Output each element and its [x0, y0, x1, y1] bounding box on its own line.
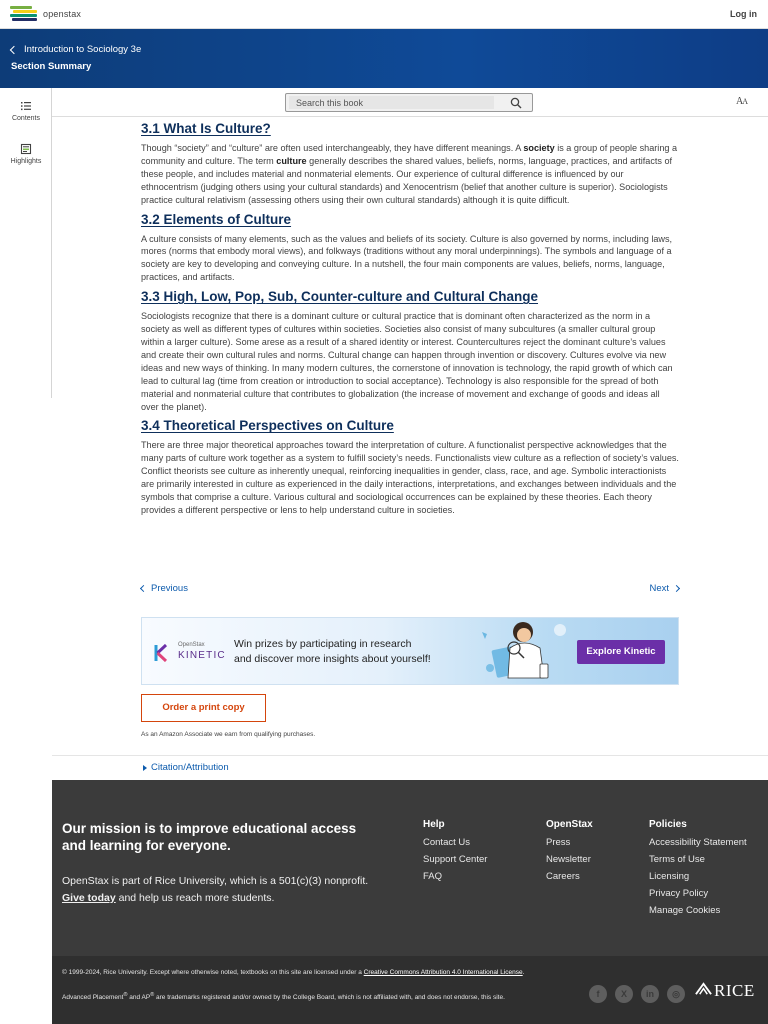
summary-section: [141, 288, 679, 413]
footer: [52, 780, 768, 1024]
footer-link-press[interactable]: Press: [546, 837, 571, 848]
footer-link-manage-cookies[interactable]: Manage Cookies: [649, 905, 721, 916]
license-link[interactable]: Creative Commons Attribution 4.0 International License: [363, 969, 523, 976]
footer-link-faq[interactable]: FAQ: [423, 871, 443, 882]
explore-kinetic-button[interactable]: Explore Kinetic: [577, 640, 665, 664]
give-today-link[interactable]: Give today: [62, 892, 116, 904]
footer-openstax-column: [546, 819, 593, 885]
logo-text: openstax: [43, 9, 82, 19]
search-box: [285, 93, 533, 112]
banner-line-2: and discover more insights about yourself!: [234, 653, 431, 665]
toolbar: [52, 88, 768, 117]
divider: [52, 755, 768, 756]
footer-legal-bar: [52, 956, 768, 1024]
footer-link-licensing[interactable]: Licensing: [649, 871, 690, 882]
footer-link-contact-us[interactable]: Contact Us: [423, 837, 470, 848]
book-title-link[interactable]: [11, 44, 141, 55]
footer-help-title: Help: [423, 819, 445, 830]
rice-owl-icon: [695, 981, 712, 998]
kinetic-brand-big: KINETIC: [178, 650, 226, 661]
footer-link-privacy[interactable]: Privacy Policy: [649, 888, 709, 899]
kinetic-logo: [154, 642, 224, 664]
section-summary-content: [141, 120, 679, 521]
facebook-icon[interactable]: f: [589, 985, 607, 1003]
chevron-left-icon: [140, 585, 147, 592]
login-link[interactable]: Log in: [730, 9, 757, 19]
mission-statement: Our mission is to improve educational access and learning for everyone.: [62, 821, 357, 853]
chevron-right-icon: [673, 585, 680, 592]
citation-label: Citation/Attribution: [151, 762, 229, 773]
search-icon[interactable]: [510, 97, 522, 109]
citation-attribution-toggle[interactable]: [143, 762, 229, 773]
key-term: society: [523, 143, 555, 153]
rice-wordmark: RICE: [714, 981, 755, 1000]
highlights-button[interactable]: [0, 143, 52, 165]
book-header: [0, 29, 768, 88]
order-print-copy-button[interactable]: Order a print copy: [141, 694, 266, 722]
footer-help-column: [423, 819, 487, 885]
chevron-left-icon: [10, 45, 18, 53]
section-title: Section Summary: [11, 61, 92, 72]
previous-label: Previous: [151, 583, 188, 594]
summary-section: [141, 417, 679, 516]
summary-section: [141, 211, 679, 285]
contents-label: Contents: [11, 115, 41, 122]
footer-openstax-title: OpenStax: [546, 819, 593, 830]
footer-policies-column: [649, 819, 747, 919]
researcher-illustration-icon: [460, 618, 580, 685]
section-heading[interactable]: 3.2 Elements of Culture: [141, 211, 292, 227]
footer-link-terms[interactable]: Terms of Use: [649, 854, 705, 865]
footer-link-accessibility[interactable]: Accessibility Statement: [649, 837, 747, 848]
contents-button[interactable]: [0, 100, 52, 122]
section-heading[interactable]: 3.1 What Is Culture?: [141, 121, 271, 136]
openstax-logo[interactable]: [10, 5, 94, 25]
x-twitter-icon[interactable]: X: [615, 985, 633, 1003]
footer-link-careers[interactable]: Careers: [546, 871, 580, 882]
sidebar: [0, 88, 52, 398]
previous-link[interactable]: [141, 583, 188, 594]
section-heading[interactable]: 3.4 Theoretical Perspectives on Culture: [141, 418, 394, 434]
section-heading[interactable]: 3.3 High, Low, Pop, Sub, Counter-culture and Cultural Change: [141, 289, 539, 305]
book-title: Introduction to Sociology 3e: [24, 44, 142, 55]
section-text: There are three major theoretical approaches toward the interpretation of culture. A functionalist perspective acknowledges that the many parts of culture work together as a system to fulfill society’s needs. Functionalists view culture as a reflection of society’s values. Conflict theorists see culture as inherently unequal, reinforcing inequalities in gender, class, race, and age. Symbolic interactionists are primarily interested in culture as experienced in the daily interactions, interpretations, and exchanges between individuals and the symbols that comprise a culture. Various cultural and sociological occurrences can be explained by these theories. Each theory provides a different perspective or lens to help understand culture in societies.: [141, 440, 679, 515]
text-size-small-a: A: [742, 97, 747, 106]
next-label: Next: [649, 583, 669, 594]
ap-trademark-text: Advanced Placement® and AP® are trademarks registered and/or owned by the College Board, which is not affiliated with, and does not endorse, this site.: [62, 992, 505, 1002]
section-text: Though “society” and “culture” are often used interchangeably, they have different meanings. A society is a group of people sharing a community and culture. The term culture generally describes the shared values, beliefs, norms, language, practices, and artifacts of these people, and includes material and nonmaterial elements. Our experience of cultural difference is influenced by our ethnocentrism (judging others using your cultural standards) and Xenocentrism (belief that another culture is superior). Sociologists practice cultural relativism (assessing others using their own cultural standards) although it is quite difficult.: [141, 143, 678, 205]
copyright-text: © 1999-2024, Rice University. Except where otherwise noted, textbooks on this site are licensed under a Creative Commons Attribution 4.0 International License.: [62, 969, 525, 976]
next-link[interactable]: [649, 583, 679, 594]
highlighter-icon: [20, 143, 32, 155]
rice-logo[interactable]: [695, 979, 761, 1001]
text-size-button[interactable]: [736, 96, 747, 107]
banner-line-1: Win prizes by participating in research: [234, 638, 412, 650]
list-icon: [20, 100, 32, 112]
kinetic-brand-small: OpenStax: [178, 642, 205, 648]
search-input[interactable]: [289, 96, 494, 109]
top-bar: [0, 0, 768, 29]
caret-right-icon: [143, 765, 147, 771]
nonprofit-statement: OpenStax is part of Rice University, which is a 501(c)(3) nonprofit. Give today and help us reach more students.: [62, 875, 369, 904]
kinetic-k-icon: [154, 644, 168, 662]
footer-link-support-center[interactable]: Support Center: [423, 854, 488, 865]
page-navigation: [141, 583, 679, 597]
social-links: [589, 985, 685, 1003]
linkedin-icon[interactable]: in: [641, 985, 659, 1003]
section-text: A culture consists of many elements, such as the values and beliefs of its society. Culture is also governed by norms, including laws, mores (norms that embody moral views), and folkways (traditions without any moral underpinnings). The symbols and language of a society are key to developing and conveying culture. In a nutshell, the four main components are values, beliefs, norms, language, practices, and artifacts.: [141, 233, 673, 283]
banner-message: [234, 637, 431, 667]
amazon-associate-note: As an Amazon Associate we earn from qualifying purchases.: [141, 731, 316, 738]
text-size-large-a: A: [735, 96, 743, 107]
books-logo-icon: [10, 6, 40, 22]
highlights-label: Highlights: [10, 158, 42, 165]
kinetic-banner[interactable]: [141, 617, 679, 685]
instagram-icon[interactable]: ◎: [667, 985, 685, 1003]
summary-section: [141, 120, 679, 207]
footer-policies-title: Policies: [649, 819, 687, 830]
key-term: culture: [276, 155, 307, 166]
footer-link-newsletter[interactable]: Newsletter: [546, 854, 591, 865]
section-text: Sociologists recognize that there is a dominant culture or cultural practice that is dominant often characterized as the norm in a society as well as different types of cultures within societies. Societies also consist of many subcultures (a smaller cultural group within a larger culture). Some arese as a result of a shared identity or interest. Countercultures reject the dominant culture’s values and create their own cultural rules and norms. Cultural change can happen through invention or discovery. Cultures evolve via new ideas and new ways of thinking. In many modern cultures, the cornerstone of innovation is technology, the rapid growth of which can lead to cultural lag (time from creation or introduction to social acceptance). Technology is also responsible for the spread of both material and nonmaterial culture that contributes to globalization (the increase of movement and exchange of goods and ideas all over the planet).: [141, 311, 673, 412]
